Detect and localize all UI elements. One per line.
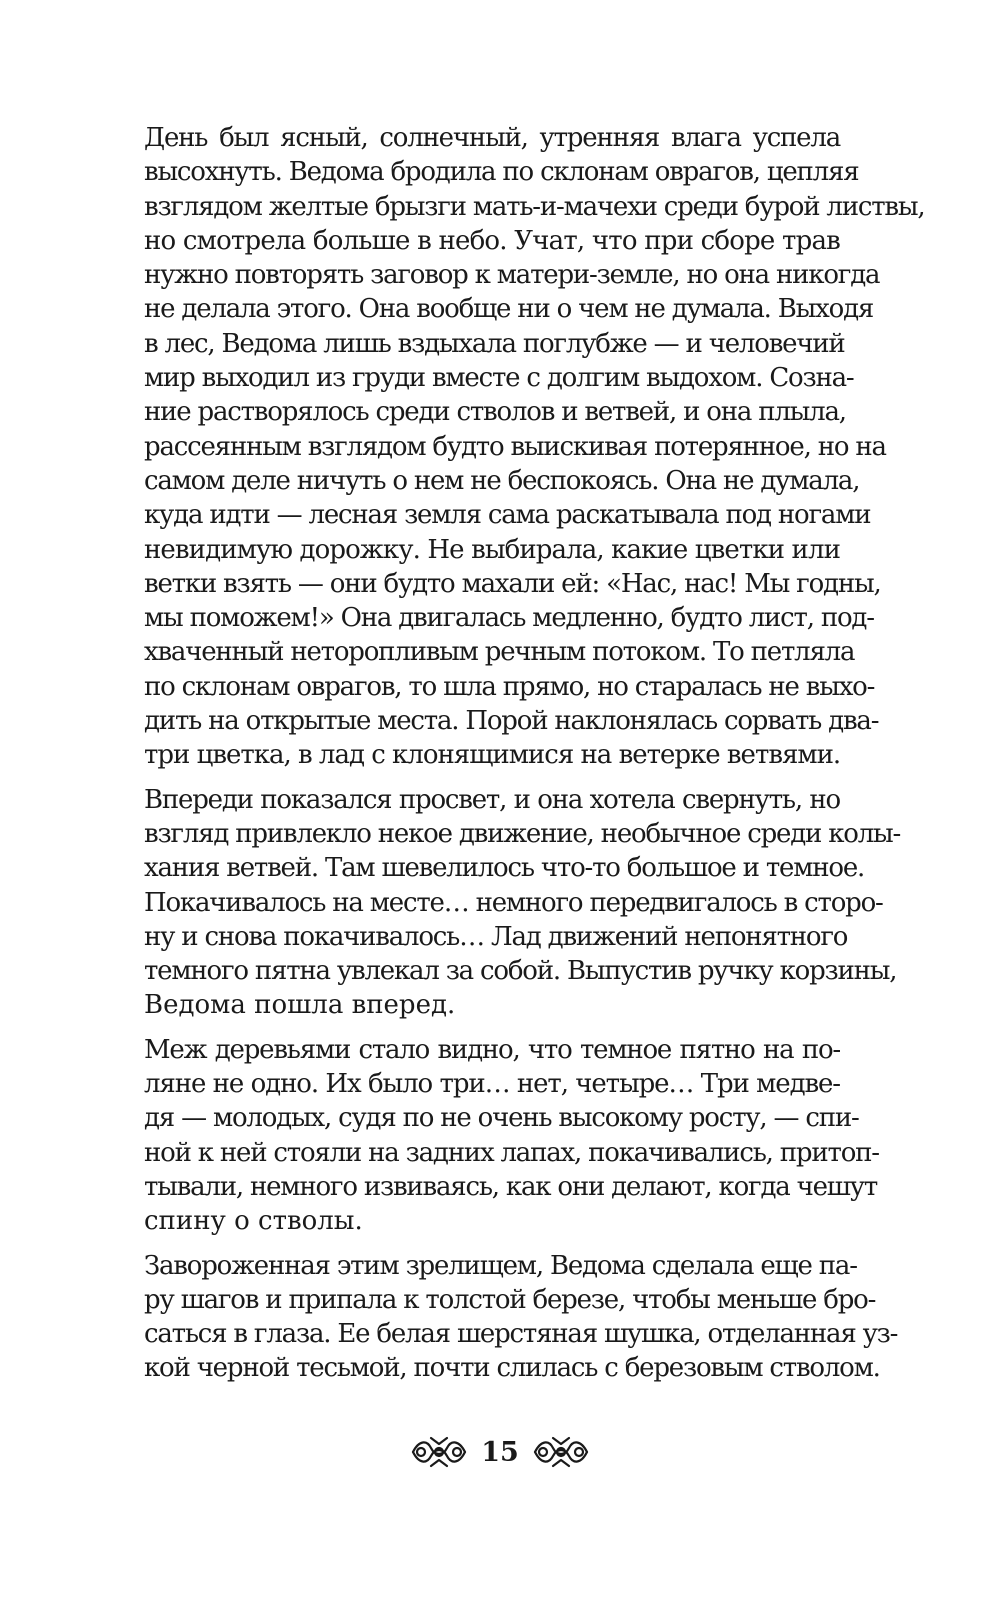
text-line: ной к ней стояли на задних лапах, покачивались, притоп- bbox=[144, 1137, 879, 1168]
text-line: дить на открытые места. Порой наклонялась сорвать два- bbox=[144, 706, 879, 737]
text-line: Ведома пошла вперед. bbox=[144, 990, 456, 1021]
paragraph bbox=[108, 1033, 879, 1239]
text-line: ветки взять — они будто махали ей: «Нас, нас! Мы годны, bbox=[144, 568, 881, 599]
text-line: невидимую дорожку. Не выбирала, какие цветки или bbox=[144, 534, 840, 565]
text-line: тывали, немного извиваясь, как они делают, когда чешут bbox=[144, 1171, 878, 1202]
text-line: нужно повторять заговор к матери-земле, но она никогда bbox=[144, 260, 880, 291]
text-line: мы поможем!» Она двигалась медленно, будто лист, под- bbox=[144, 603, 874, 634]
text-line: ру шагов и припала к толстой березе, чтобы меньше бро- bbox=[144, 1284, 876, 1315]
text-line: Завороженная этим зрелищем, Ведома сделала еще па- bbox=[144, 1250, 857, 1281]
text-line: День был ясный, солнечный, утренняя влага успела bbox=[144, 123, 840, 153]
text-line: ну и снова покачивалось… Лад движений непонятного bbox=[144, 921, 848, 952]
text-line: но смотрела больше в небо. Учат, что при сборе трав bbox=[144, 225, 840, 256]
text-line: ляне не одно. Их было три… нет, четыре… Три медве- bbox=[144, 1069, 840, 1100]
text-line: Меж деревьями стало видно, что темное пятно на по- bbox=[144, 1034, 840, 1065]
paragraph bbox=[108, 121, 925, 773]
left-knot-ornament-icon bbox=[409, 1432, 469, 1472]
text-line: взглядом желтые брызги мать-и-мачехи среди бурой листвы, bbox=[144, 191, 925, 222]
text-line: не делала этого. Она вообще ни о чем не думала. Выходя bbox=[144, 294, 874, 325]
text-line: саться в глаза. Ее белая шерстяная шушка, отделанная уз- bbox=[144, 1319, 898, 1350]
text-line: взгляд привлекло некое движение, необычное среди колы- bbox=[144, 818, 901, 849]
text-line: по склонам оврагов, то шла прямо, но старалась не выхо- bbox=[144, 671, 875, 702]
text-line: Впереди показался просвет, и она хотела свернуть, но bbox=[144, 784, 840, 815]
text-line: куда идти — лесная земля сама раскатывала под ногами bbox=[144, 500, 871, 531]
paragraph bbox=[108, 783, 901, 1023]
right-knot-ornament-icon bbox=[531, 1432, 591, 1472]
text-line: дя — молодых, судя по не очень высокому росту, — спи- bbox=[144, 1103, 859, 1134]
text-line: спину о стволы. bbox=[144, 1206, 363, 1237]
text-line: три цветка, в лад с клонящимися на ветерке ветвями. bbox=[144, 740, 841, 771]
page-number: 15 bbox=[481, 1436, 519, 1468]
text-line: Покачивалось на месте… немного передвигалось в сторо- bbox=[144, 887, 883, 918]
text-line: высохнуть. Ведома бродила по склонам оврагов, цепляя bbox=[144, 157, 859, 188]
page-footer bbox=[0, 1426, 1000, 1478]
text-line: рассеянным взглядом будто выискивая потерянное, но на bbox=[144, 431, 886, 462]
paragraph bbox=[108, 1249, 898, 1386]
text-line: хваченный неторопливым речным потоком. То петляла bbox=[144, 637, 855, 668]
text-line: хания ветвей. Там шевелилось что-то большое и темное. bbox=[144, 853, 865, 884]
body-text bbox=[108, 121, 925, 1386]
text-line: самом деле ничуть о нем не беспокоясь. Она не думала, bbox=[144, 465, 860, 496]
text-line: темного пятна увлекал за собой. Выпустив ручку корзины, bbox=[144, 956, 897, 987]
text-line: в лес, Ведома лишь вздыхала поглубже — и человечий bbox=[144, 328, 845, 359]
text-line: кой черной тесьмой, почти слилась с березовым стволом. bbox=[144, 1353, 880, 1384]
text-line: мир выходил из груди вместе с долгим выдохом. Созна- bbox=[144, 363, 854, 394]
text-line: ние растворялось среди стволов и ветвей, и она плыла, bbox=[144, 397, 846, 428]
